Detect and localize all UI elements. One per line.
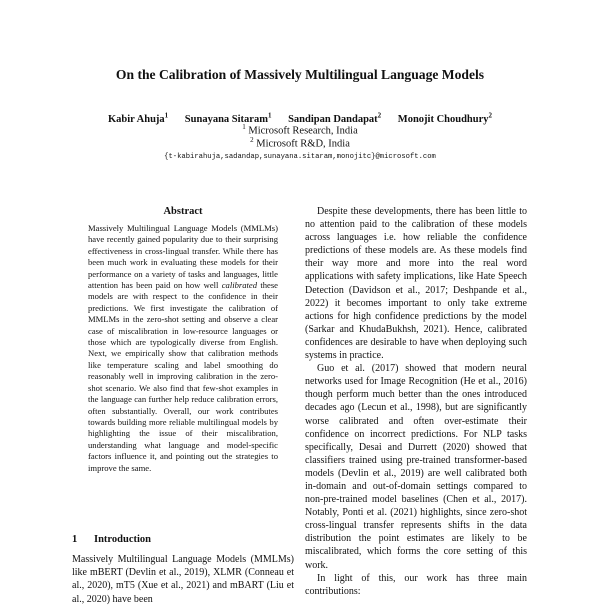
right-column [305, 205, 527, 598]
author-name: Sunayana Sitaram [184, 113, 268, 125]
affiliation-name: Microsoft R&D, India [256, 138, 350, 150]
affiliation-mark: 2 [488, 111, 493, 119]
author-name: Sandipan Dandapat [288, 113, 378, 125]
author-name: Kabir Ahuja [107, 113, 165, 125]
intro-paragraph: Massively Multilingual Language Models (MMLMs) like mBERT (Devlin et al., 2019), XLMR (Conneau et al., 2020), mT5 (Xue et al., 2021) and mBART (Liu et al., 2020) have been [72, 554, 294, 605]
body-paragraph: Despite these developments, there has been little to no attention paid to the calibration of these models across languages i.e. how reliable the confidence predictions of these models are. As these models find their way more and more into the real word applications with safety implications, like Hate Speech Detection (Davidson et al., 2017; Deshpande et al., 2022) it becomes important to only take extreme actions for high confidence predictions by the model (Sarkar and KhudaBukhsh, 2021). Hence, calibrated confidences are desirable to have when deploying such systems in practice. [305, 206, 527, 362]
affiliation-mark: 1 [164, 111, 169, 119]
abstract-text: Massively Multilingual Language Models (MMLMs) have recently gained popularity due to their surprising effectiveness in cross-lingual transfer. While there has been much work in evaluating these models for their performance on a variety of tasks and languages, little attention has been paid on how well [88, 223, 278, 291]
author-emails[interactable]: {t-kabirahuja,sadandap,sunayana.sitaram,monojitc}@microsoft.com [164, 153, 436, 161]
author-name: Monojit Choudhury [397, 113, 489, 125]
section-heading-introduction [72, 533, 294, 547]
abstract-heading: Abstract [163, 206, 203, 217]
abstract-emphasis: calibrated [221, 280, 258, 291]
abstract-body [88, 223, 278, 474]
affiliation-mark: 2 [250, 136, 254, 144]
section-title: Introduction [94, 534, 151, 545]
affiliation-mark: 1 [267, 111, 272, 119]
affiliation-mark: 1 [242, 123, 246, 131]
affiliation-name: Microsoft Research, India [248, 125, 358, 137]
body-paragraph: In light of this, our work has three main contributions: [305, 572, 527, 597]
affiliation-mark: 2 [377, 111, 382, 119]
affiliation [0, 134, 600, 151]
paper-title: On the Calibration of Massively Multilingual Language Models [115, 67, 485, 82]
abstract-text: these models are with respect to the confidence in their predictions. We first investigate the calibration of MMLMs in the zero-shot setting and observe a clear case of miscalibration in low-resource languages or those which are typologically diverse from English. Next, we empirically show that calibration methods like temperature scaling and label smoothing do reasonably well in improving calibration in the zero-shot scenario. We also find that few-shot examples in the language can further help reduce calibration errors, often substantially. Overall, our work contributes towards building more reliable multilingual models by highlighting the issue of their miscalibration, understanding what language and model-specific factors influence it, and pointing out the strategies to improve the same. [88, 280, 278, 473]
section-number: 1 [72, 534, 78, 545]
body-paragraph: Guo et al. (2017) showed that modern neural networks used for Image Recognition (He et al., 2016) though perform much better than the ones introduced decades ago (Lecun et al., 1998), but are significantly worse calibrated and often over-estimate their confidence on incorrect predictions. For NLP tasks specifically, Desai and Durrett (2020) showed that classifiers trained using pre-trained transformer-based models (Devlin et al., 2019) are well calibrated both in-domain and out-of-domain settings compared to non-pre-trained model baselines (Chen et al., 2017). Notably, Ponti et al. (2021) highlights, since zero-shot cross-lingual transfer represents shifts in the data distribution the point estimates are likely to be miscalibrated, which forms the core setting of this work. [305, 363, 527, 571]
